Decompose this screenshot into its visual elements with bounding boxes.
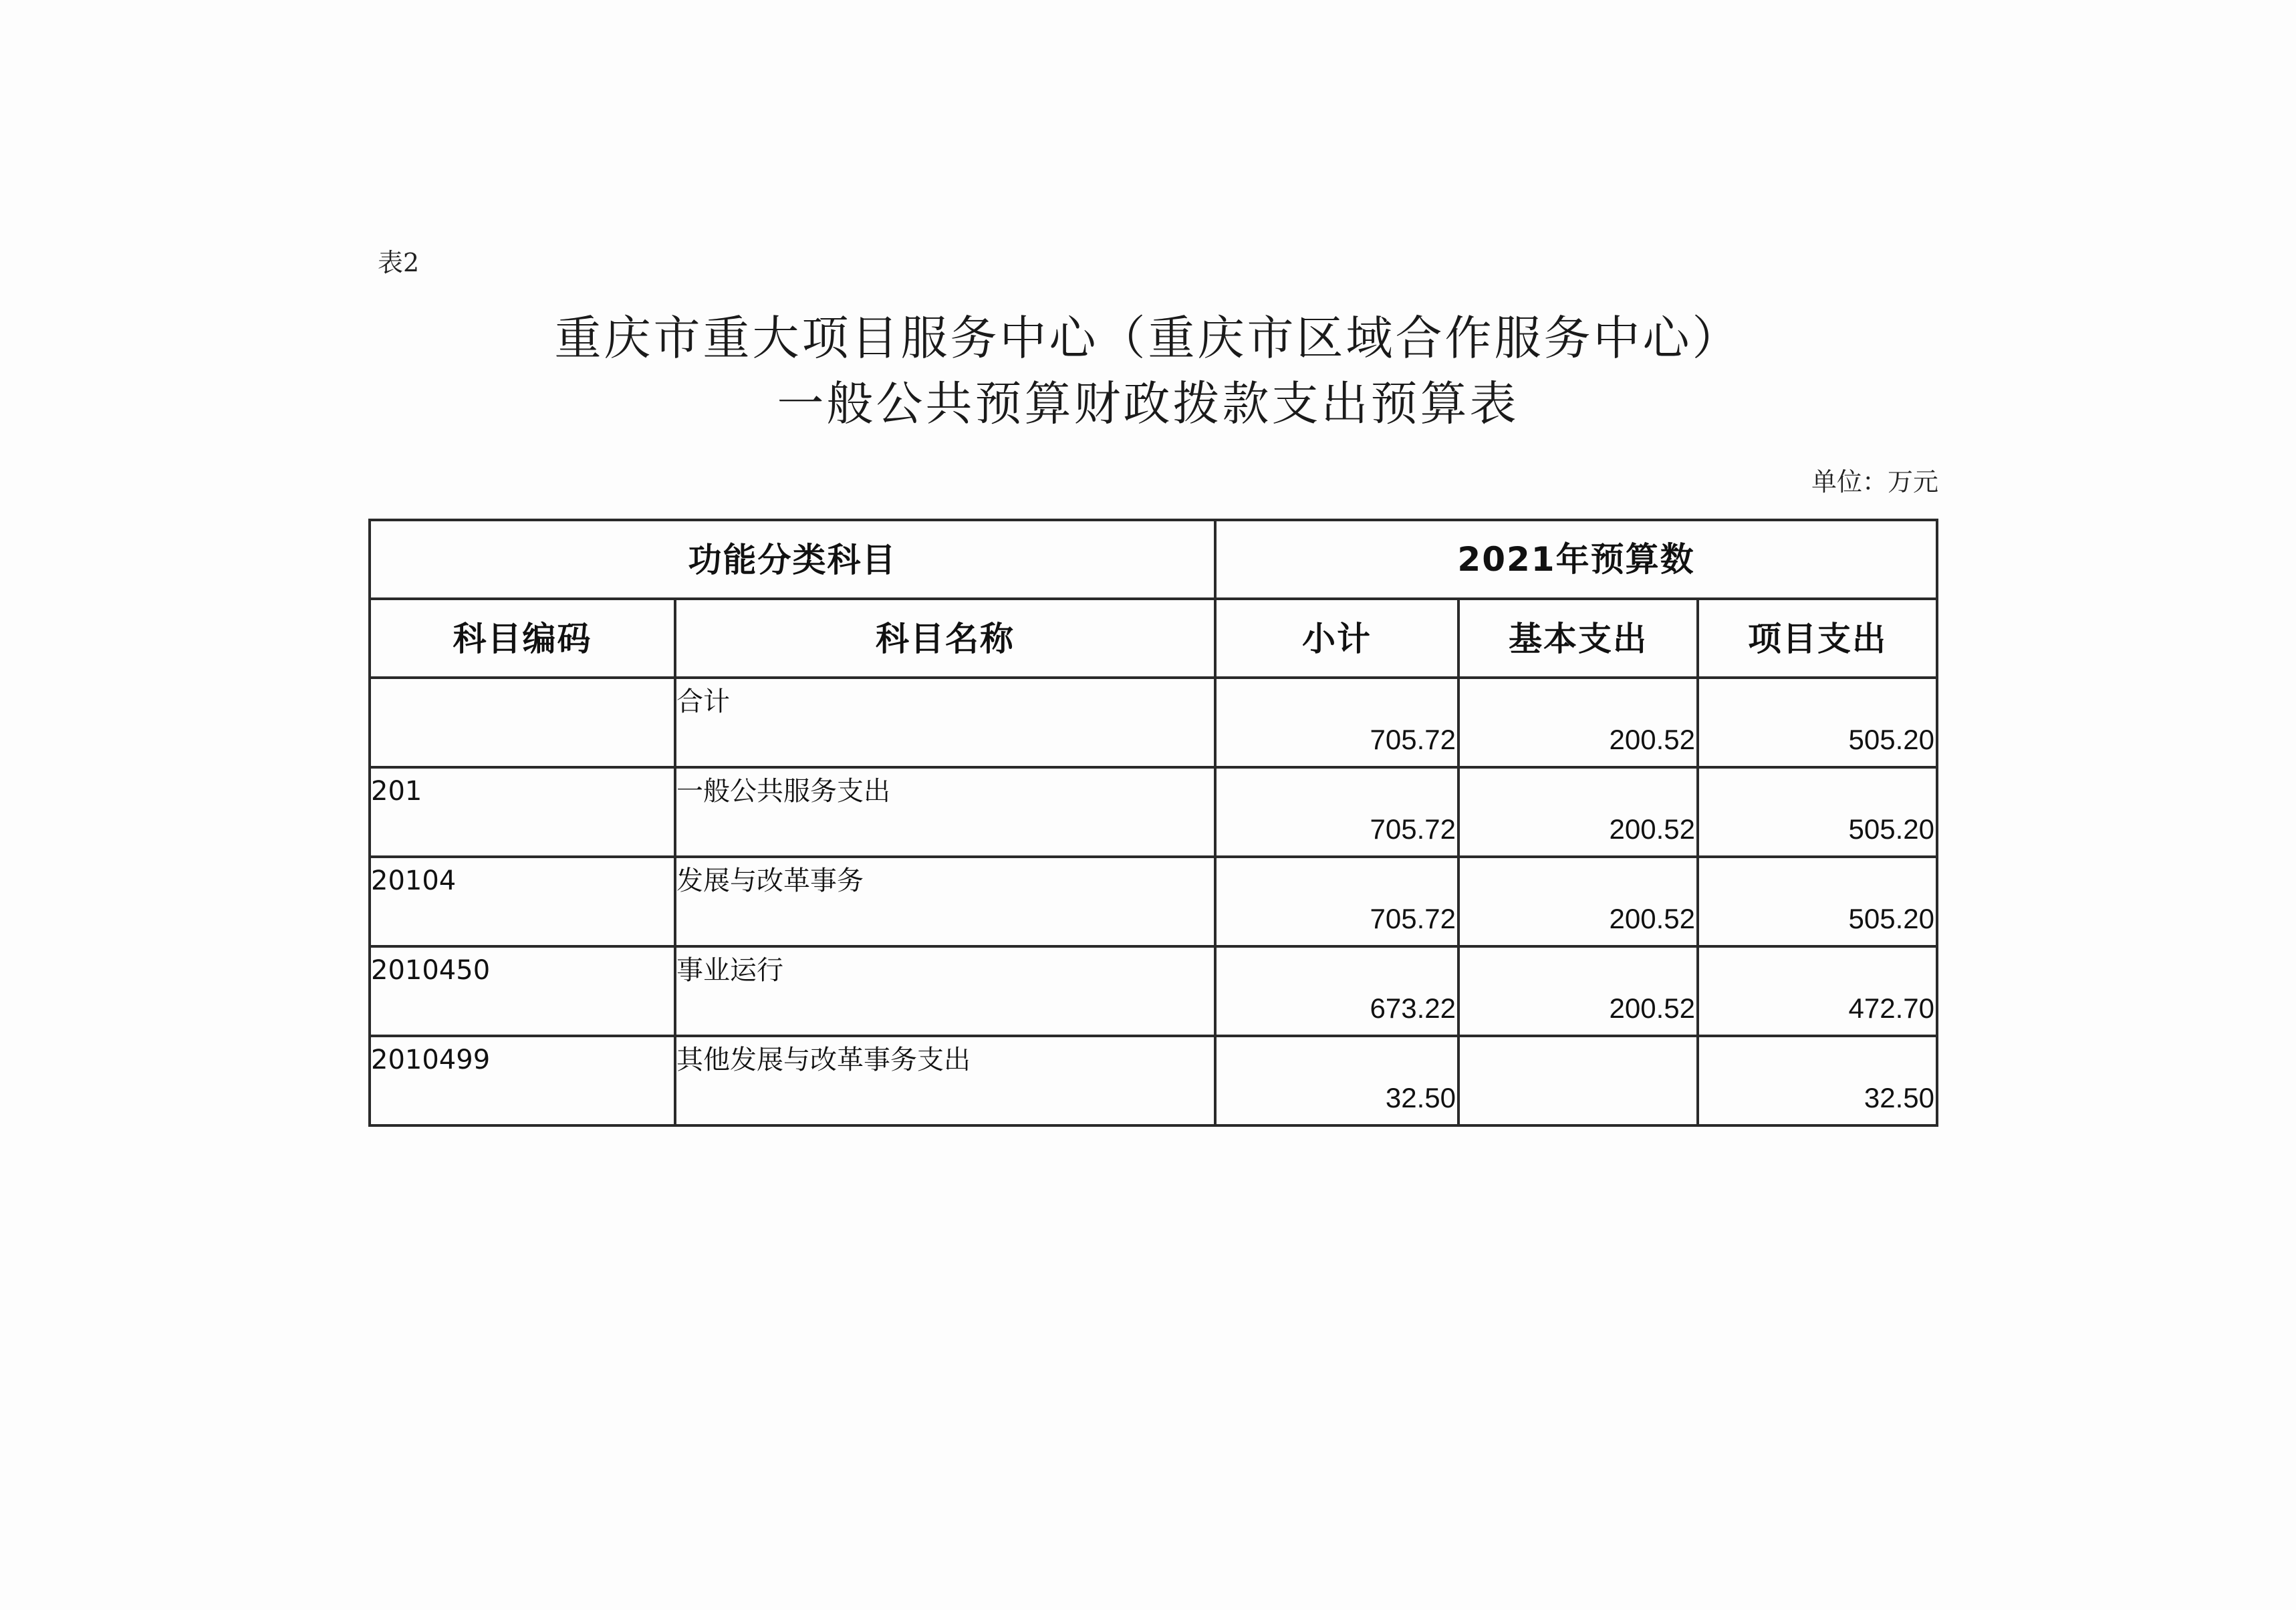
row-code: 201 bbox=[370, 767, 675, 857]
header-row-columns bbox=[370, 599, 1937, 678]
row-project: 505.20 bbox=[1698, 857, 1937, 946]
table-row bbox=[370, 767, 1937, 857]
row-name: 发展与改革事务 bbox=[675, 857, 1215, 946]
row-code: 20104 bbox=[370, 857, 675, 946]
row-subtotal: 705.72 bbox=[1215, 678, 1458, 767]
row-basic: 200.52 bbox=[1458, 767, 1698, 857]
header-project-expenditure: 项目支出 bbox=[1698, 599, 1937, 678]
row-name: 事业运行 bbox=[675, 946, 1215, 1036]
header-function-classification: 功能分类科目 bbox=[370, 520, 1215, 599]
header-subtotal: 小计 bbox=[1215, 599, 1458, 678]
header-row-group bbox=[370, 520, 1937, 599]
table-row bbox=[370, 1036, 1937, 1125]
header-basic-expenditure: 基本支出 bbox=[1458, 599, 1698, 678]
row-basic: 200.52 bbox=[1458, 678, 1698, 767]
table-row bbox=[370, 857, 1937, 946]
table-row bbox=[370, 678, 1937, 767]
row-subtotal: 705.72 bbox=[1215, 857, 1458, 946]
header-subject-name: 科目名称 bbox=[675, 599, 1215, 678]
row-name: 一般公共服务支出 bbox=[675, 767, 1215, 857]
budget-table bbox=[368, 519, 1938, 1127]
header-budget-2021: 2021年预算数 bbox=[1215, 520, 1937, 599]
row-project: 472.70 bbox=[1698, 946, 1937, 1036]
table-row bbox=[370, 946, 1937, 1036]
row-name: 合计 bbox=[675, 678, 1215, 767]
row-name: 其他发展与改革事务支出 bbox=[675, 1036, 1215, 1125]
row-subtotal: 32.50 bbox=[1215, 1036, 1458, 1125]
row-code: 2010499 bbox=[370, 1036, 675, 1125]
row-project: 505.20 bbox=[1698, 767, 1937, 857]
row-basic bbox=[1458, 1036, 1698, 1125]
row-code: 2010450 bbox=[370, 946, 675, 1036]
row-basic: 200.52 bbox=[1458, 946, 1698, 1036]
page-title-line-1: 重庆市重大项目服务中心（重庆市区域合作服务中心） bbox=[554, 311, 1742, 366]
row-project: 32.50 bbox=[1698, 1036, 1937, 1125]
page-title-line-2: 一般公共预算财政拨款支出预算表 bbox=[777, 376, 1519, 431]
row-subtotal: 705.72 bbox=[1215, 767, 1458, 857]
row-basic: 200.52 bbox=[1458, 857, 1698, 946]
unit-label: 单位：万元 bbox=[1811, 467, 1938, 497]
row-code bbox=[370, 678, 675, 767]
row-subtotal: 673.22 bbox=[1215, 946, 1458, 1036]
table-number: 表2 bbox=[378, 248, 420, 277]
row-project: 505.20 bbox=[1698, 678, 1937, 767]
header-subject-code: 科目编码 bbox=[370, 599, 675, 678]
